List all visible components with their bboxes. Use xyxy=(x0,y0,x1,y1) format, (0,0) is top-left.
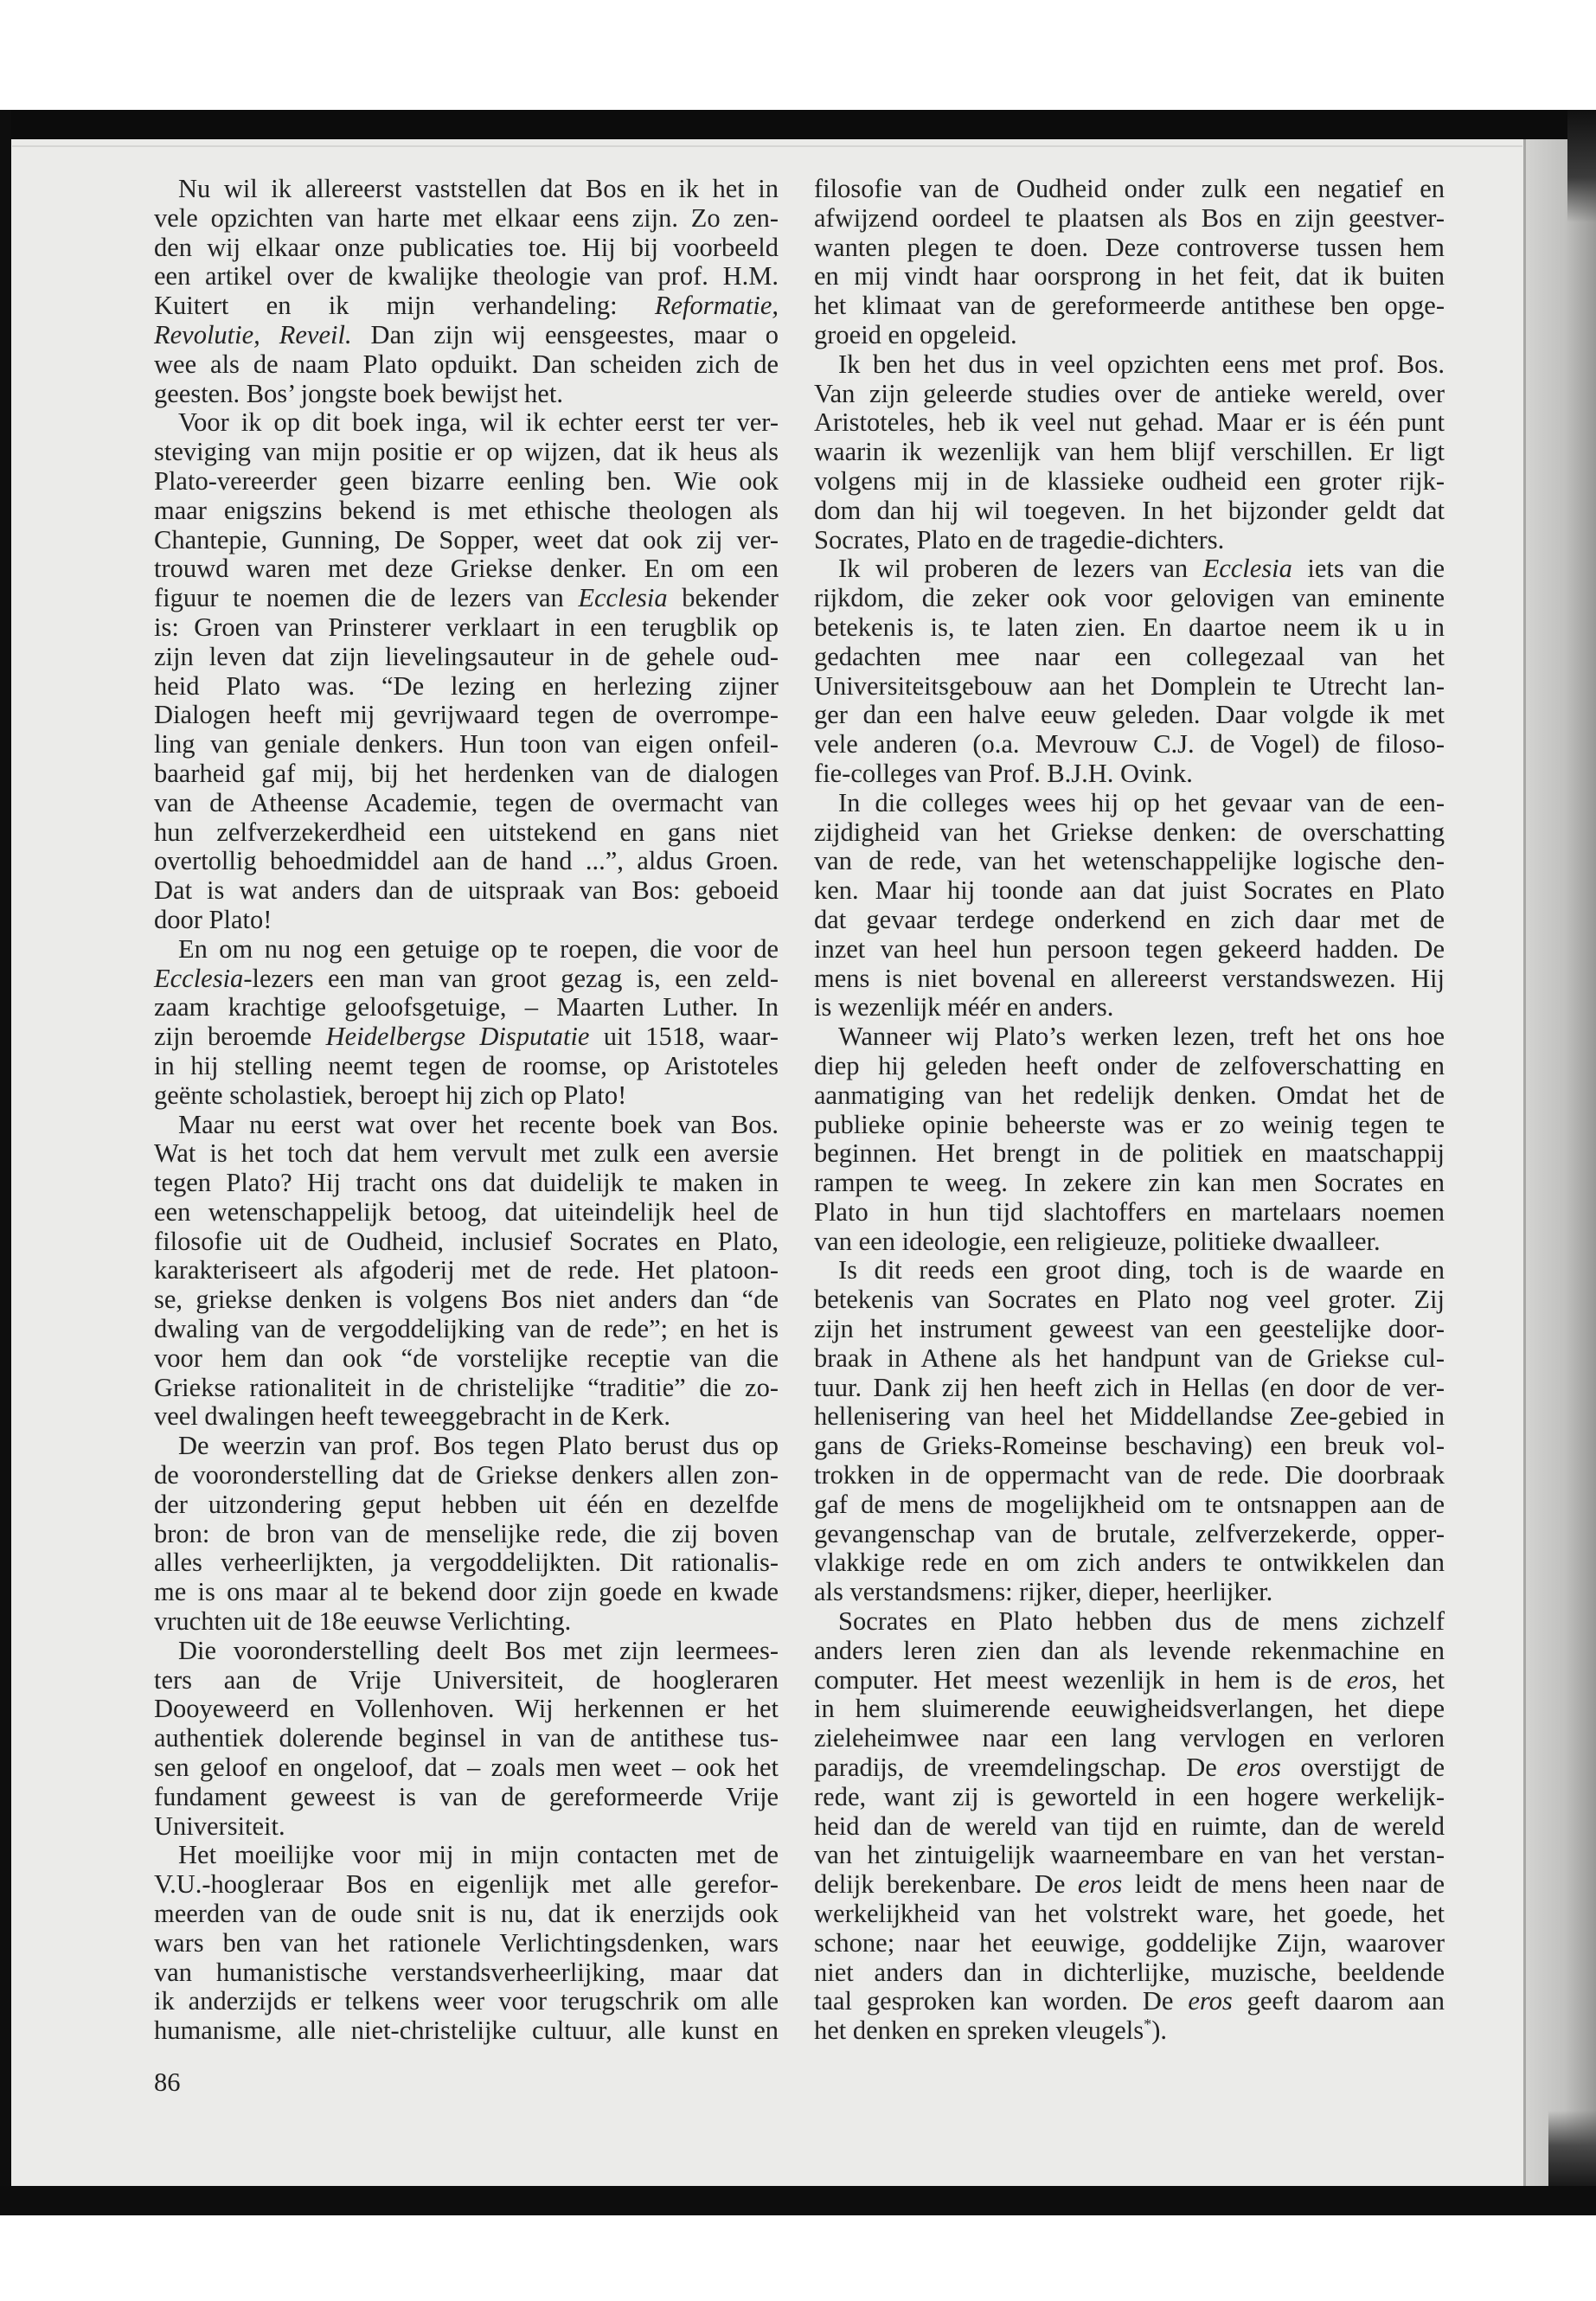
text-line: Die vooronderstelling deelt Bos met zijn leermees- xyxy=(178,1635,779,1665)
text-line: rijkdom, die zeker ook voor gelovigen van eminente xyxy=(814,583,1445,613)
text-line: karakteriseert als afgoderij met de rede. Het platoon- xyxy=(154,1255,779,1285)
text-line: dwaling van de vergoddelijking van de rede”; en het is xyxy=(154,1314,779,1344)
text-line: groeid en opgeleid. xyxy=(814,319,1017,349)
text-run: Dan zijn wij eensgeestes, maar o xyxy=(351,319,779,349)
page-edge-rule xyxy=(12,145,1522,147)
italic-text: eros xyxy=(1346,1664,1392,1695)
text-run: iets van die xyxy=(1292,554,1445,584)
text-line: de vooronderstelling dat de Griekse denkers allen zon- xyxy=(154,1460,779,1490)
text-line: gaf de mens de mogelijkheid om te ontsnappen aan de xyxy=(814,1489,1445,1519)
paragraph xyxy=(814,1607,1445,2046)
text-line: En om nu nog een getuige op te roepen, die voor de xyxy=(178,933,779,964)
text-line: gevangenschap van de brutale, zelfverzekerde, opper- xyxy=(814,1518,1445,1548)
paragraph xyxy=(154,1637,779,1842)
text-line: mens is niet bovenal en allereerst verstandswezen. Hij xyxy=(814,963,1445,993)
text-line xyxy=(154,321,779,350)
text-line: gans de Grieks-Romeinse beschaving) een breuk vol- xyxy=(814,1431,1445,1461)
text-line: ger dan een halve eeuw geleden. Daar volgde ik met xyxy=(814,700,1445,730)
text-line: fundament geweest is van de gereformeerde Vrije xyxy=(154,1781,779,1811)
text-line: heid dan de wereld van tijd en ruimte, dan de wereld xyxy=(814,1811,1445,1841)
text-line: trokken in de oppermacht van de rede. Die doorbraak xyxy=(814,1460,1445,1490)
text-line: authentiek dolerende beginsel in van de antithese tus- xyxy=(154,1723,779,1753)
text-run: ). xyxy=(1151,2016,1168,2046)
text-line: rampen te weeg. In zekere zin kan men Socrates en xyxy=(814,1168,1445,1198)
italic-text: eros xyxy=(1236,1753,1281,1783)
text-run: het denken en spreken vleugels xyxy=(814,2016,1144,2046)
text-line: alles verheerlijkten, ja vergoddelijkten. Dit rationalis- xyxy=(154,1548,779,1578)
text-line: betekenis van Socrates en Plato nog veel groter. Zij xyxy=(814,1285,1445,1315)
text-line: bron: de bron van de menselijke rede, die zij boven xyxy=(154,1518,779,1548)
text-line: in hem sluimerende eeuwigheidsverlangen, het diepe xyxy=(814,1694,1445,1724)
text-run: -lezers een man van groot gezag is, een zeld- xyxy=(243,963,779,993)
text-line: wars ben van het rationele Verlichtingsdenken, wars xyxy=(154,1927,779,1958)
text-line: zieleheimwee naar een lang vervlogen en verloren xyxy=(814,1723,1445,1753)
text-line: zaam krachtige geloofsgetuige, – Maarten Luther. In xyxy=(154,992,779,1022)
text-line: het klimaat van de gereformeerde antithese ben opge- xyxy=(814,291,1445,321)
text-line: hun zelfverzekerdheid een uitstekend en gans niet xyxy=(154,817,779,847)
text-line: een artikel over de kwalijke theologie van prof. H.M. xyxy=(154,261,779,292)
text-line: baarheid gaf mij, bij het herdenken van de dialogen xyxy=(154,758,779,788)
text-line: niet anders dan in dichterlijke, muzische, beeldende xyxy=(814,1957,1445,1987)
text-run: uit 1518, waar- xyxy=(589,1022,779,1052)
text-line: Universiteit. xyxy=(154,1811,285,1841)
text-line: ters aan de Vrije Universiteit, de hoogleraren xyxy=(154,1664,779,1695)
text-run: computer. Het meest wezenlijk in hem is de xyxy=(814,1664,1347,1695)
paragraph xyxy=(154,175,779,408)
text-line: dat gevaar terdege onderkend en zich daar met de xyxy=(814,904,1445,934)
left-column xyxy=(154,175,779,2046)
text-line: Socrates en Plato hebben dus de mens zichzelf xyxy=(838,1606,1445,1637)
text-line: wee als de naam Plato opduikt. Dan scheiden zich de xyxy=(154,349,779,379)
text-line: Van zijn geleerde studies over de antieke wereld, over xyxy=(814,378,1445,408)
text-line: is: Groen van Prinsterer verklaart in een terugblik op xyxy=(154,612,779,642)
text-line: dom dan hij wil toegeven. In het bijzonder geldt dat xyxy=(814,495,1445,525)
footnote-marker: * xyxy=(1144,2016,1152,2034)
italic-text: eros xyxy=(1077,1869,1123,1900)
text-line: Plato in hun tijd slachtoffers en martelaars noemen xyxy=(814,1196,1445,1227)
scan-border-left xyxy=(0,110,11,2215)
scan-border-top xyxy=(0,110,1596,139)
text-line: maar enigszins bekend is met ethische theologen als xyxy=(154,495,779,525)
text-line: diep hij geleden heeft onder de zelfoverschatting en xyxy=(814,1050,1445,1080)
text-line: trouwd waren met deze Griekse denker. En om een xyxy=(154,554,779,584)
text-line: Maar nu eerst wat over het recente boek van Bos. xyxy=(178,1109,779,1139)
text-line: Voor ik op dit boek inga, wil ik echter eerst ter ver- xyxy=(178,407,779,438)
text-line: publieke opinie beheerste was er zo weinig tegen te xyxy=(814,1109,1445,1139)
paragraph xyxy=(154,1841,779,2046)
text-run: bekender xyxy=(667,583,779,613)
text-line: Is dit reeds een groot ding, toch is de waarde en xyxy=(838,1255,1445,1285)
text-line: geesten. Bos’ jongste boek bewijst het. xyxy=(154,378,563,408)
text-line: en mij vindt haar oorsprong in het feit, dat ik buiten xyxy=(814,261,1445,292)
text-line: overtollig behoedmiddel aan de hand ...”, aldus Groen. xyxy=(154,846,779,876)
text-line: Universiteitsgebouw aan het Domplein te Utrecht lan- xyxy=(814,670,1445,701)
text-line: V.U.-hoogleraar Bos en eigenlijk met alle gerefor- xyxy=(154,1869,779,1900)
text-line: van het zintuigelijk waarneembare en van het verstan- xyxy=(814,1840,1445,1870)
text-run: Kuitert en ik mijn verhandeling: xyxy=(154,291,655,321)
text-line: vele anderen (o.a. Mevrouw C.J. de Vogel) de filoso- xyxy=(814,729,1445,760)
text-line: schone; naar het eeuwige, goddelijke Zijn, waarover xyxy=(814,1927,1445,1958)
text-line xyxy=(814,1987,1445,2016)
text-line: Dooyeweerd en Vollenhoven. Wij herkennen er het xyxy=(154,1694,779,1724)
text-line: De weerzin van prof. Bos tegen Plato berust dus op xyxy=(178,1431,779,1461)
text-line: Chantepie, Gunning, De Sopper, weet dat ook zij ver- xyxy=(154,524,779,554)
spine-gutter xyxy=(1526,139,1596,2186)
paragraph xyxy=(814,350,1445,555)
text-line: zijn het instrument geweest van een geestelijke door- xyxy=(814,1314,1445,1344)
text-line: filosofie uit de Oudheid, inclusief Socrates en Plato, xyxy=(154,1226,779,1256)
text-line: Ik ben het dus in veel opzichten eens met prof. Bos. xyxy=(838,349,1445,379)
text-line: Socrates, Plato en de tragedie-dichters. xyxy=(814,524,1225,554)
text-line: ik anderzijds er telkens weer voor terugschrik om alle xyxy=(154,1986,779,2016)
text-line xyxy=(154,1022,779,1052)
right-column xyxy=(814,175,1445,2046)
paragraph xyxy=(814,1022,1445,1256)
text-run: paradijs, de vreemdelingschap. De xyxy=(814,1753,1237,1783)
text-line: tegen Plato? Hij tracht ons dat duidelijk te maken in xyxy=(154,1168,779,1198)
text-line: in hij stelling neemt tegen de roomse, op Aristoteles xyxy=(154,1050,779,1080)
text-line xyxy=(814,1870,1445,1900)
text-line xyxy=(154,965,779,994)
text-line: gedachten mee naar een collegezaal van het xyxy=(814,641,1445,671)
italic-text: Revolutie, Reveil. xyxy=(154,319,352,349)
text-line xyxy=(154,292,779,321)
text-line xyxy=(814,554,1445,584)
text-line: geënte scholastiek, beroept hij zich op Plato! xyxy=(154,1080,627,1110)
paragraph xyxy=(814,1256,1445,1607)
text-line: betekenis is, te laten zien. En daartoe neem ik u in xyxy=(814,612,1445,642)
page-number: 86 xyxy=(154,2067,181,2097)
paragraph xyxy=(814,789,1445,1022)
text-line: braak in Athene als het handpunt van de Griekse cul- xyxy=(814,1343,1445,1373)
text-line: aanmatiging van het redelijk denken. Omdat het de xyxy=(814,1080,1445,1110)
italic-text: Ecclesia xyxy=(154,963,244,993)
text-line: inzet van heel hun persoon tegen gekeerd hadden. De xyxy=(814,933,1445,964)
text-line: den wij elkaar onze publicaties toe. Hij bij voorbeeld xyxy=(154,232,779,262)
text-line: van een ideologie, een religieuze, politieke dwaalleer. xyxy=(814,1226,1381,1256)
text-line: zijdigheid van het Griekse denken: de overschatting xyxy=(814,817,1445,847)
text-line: door Plato! xyxy=(154,904,272,934)
text-line: se, griekse denken is volgens Bos niet anders dan “de xyxy=(154,1285,779,1315)
text-run: figuur te noemen die de lezers van xyxy=(154,583,579,613)
text-line: van humanistische verstandsverheerlijking, maar dat xyxy=(154,1957,779,1987)
spine-shadow-top xyxy=(1567,110,1596,222)
italic-text: Ecclesia xyxy=(578,583,668,613)
text-line xyxy=(814,2016,1445,2046)
text-line: volgens mij in de klassieke oudheid een groter rijk- xyxy=(814,465,1445,496)
text-line: vruchten uit de 18e eeuwse Verlichting. xyxy=(154,1606,572,1637)
text-line: zijn leven dat zijn lievelingsauteur in de gehele oud- xyxy=(154,641,779,671)
text-line: voor hem dan ook “de vorstelijke receptie van die xyxy=(154,1343,779,1373)
text-line: veel dwalingen heeft teweeggebracht in de Kerk. xyxy=(154,1401,671,1432)
text-line: wanten plegen te doen. Deze controverse tussen hem xyxy=(814,232,1445,262)
spine-shadow-bottom xyxy=(1548,2111,1596,2189)
text-run: taal gesproken kan worden. De xyxy=(814,1986,1189,2016)
text-line: Dat is wat anders dan de uitspraak van Bos: geboeid xyxy=(154,875,779,906)
text-line: ling van geniale denkers. Hun toon van eigen onfeil- xyxy=(154,729,779,760)
text-line: waarin ik wezenlijk van hem blijf verschillen. Er ligt xyxy=(814,437,1445,467)
text-line: Wat is het toch dat hem vervult met zulk een aversie xyxy=(154,1138,779,1169)
paragraph xyxy=(154,408,779,934)
text-line: steviging van mijn positie er op wijzen, dat ik heus als xyxy=(154,437,779,467)
text-run: leidt de mens heen naar de xyxy=(1122,1869,1445,1900)
paragraph xyxy=(154,1111,779,1433)
paragraph xyxy=(814,175,1445,350)
text-run: , het xyxy=(1391,1664,1445,1695)
text-line xyxy=(814,1666,1445,1695)
text-line: afwijzend oordeel te plaatsen als Bos en zijn geestver- xyxy=(814,202,1445,233)
italic-text: Heidelbergse Disputatie xyxy=(325,1022,590,1052)
text-line: rede, want zij is geworteld in een hogere werkelijk- xyxy=(814,1781,1445,1811)
text-line: vele opzichten van harte met elkaar eens zijn. Zo zen- xyxy=(154,202,779,233)
text-line: hellenisering van heel het Middellandse Zee-gebied in xyxy=(814,1401,1445,1432)
text-run: delijk berekenbare. De xyxy=(814,1869,1078,1900)
text-line: tuur. Dank zij hen heeft zich in Hellas (en door de ver- xyxy=(814,1372,1445,1402)
text-line: van de Atheense Academie, tegen de overmacht van xyxy=(154,787,779,817)
text-line: der uitzondering geput hebben uit één en dezelfde xyxy=(154,1489,779,1519)
text-line: Het moeilijke voor mij in mijn contacten met de xyxy=(178,1840,779,1870)
text-run: overstijgt de xyxy=(1280,1753,1445,1783)
scan-border-bottom xyxy=(0,2186,1596,2215)
text-line: als verstandsmens: rijker, dieper, heerlijker. xyxy=(814,1577,1273,1607)
text-line: Griekse rationaliteit in de christelijke “traditie” die zo- xyxy=(154,1372,779,1402)
text-line: Plato-vereerder geen bizarre eenling ben. Wie ook xyxy=(154,465,779,496)
text-line: heid Plato was. “De lezing en herlezing zijner xyxy=(154,670,779,701)
paragraph xyxy=(154,1432,779,1637)
text-line: een wetenschappelijk betoog, dat uiteindelijk heel de xyxy=(154,1196,779,1227)
text-line: beginnen. Het brengt in de politiek en maatschappij xyxy=(814,1138,1445,1169)
text-line: sen geloof en ongeloof, dat – zoals men weet – ook het xyxy=(154,1753,779,1783)
text-line: van de rede, van het wetenschappelijke logische den- xyxy=(814,846,1445,876)
text-line: Dialogen heeft mij gevrijwaard tegen de overrompe- xyxy=(154,700,779,730)
text-line: Aristoteles, heb ik veel nut gehad. Maar er is één punt xyxy=(814,407,1445,438)
text-line: Nu wil ik allereerst vaststellen dat Bos en ik het in xyxy=(178,174,779,203)
text-line xyxy=(814,1753,1445,1783)
text-line: filosofie van de Oudheid onder zulk een negatief en xyxy=(814,174,1445,203)
text-line: In die colleges wees hij op het gevaar van de een- xyxy=(838,787,1445,817)
text-line: meerden van de oude snit is nu, dat ik enerzijds ook xyxy=(154,1899,779,1929)
text-run: geeft daarom aan xyxy=(1232,1986,1445,2016)
paragraph xyxy=(154,935,779,1111)
italic-text: Reformatie, xyxy=(654,291,779,321)
text-line: vlakkige rede en om zich anders te ontwikkelen dan xyxy=(814,1548,1445,1578)
text-line: werkelijkheid van het volstrekt ware, het goede, het xyxy=(814,1899,1445,1929)
italic-text: Ecclesia xyxy=(1202,554,1292,584)
italic-text: eros xyxy=(1188,1986,1233,2016)
paragraph xyxy=(814,554,1445,788)
text-line xyxy=(154,584,779,613)
text-run: zijn beroemde xyxy=(154,1022,326,1052)
text-line: humanisme, alle niet-christelijke cultuur, alle kunst en xyxy=(154,2016,779,2046)
text-line: ken. Maar hij toonde aan dat juist Socrates en Plato xyxy=(814,875,1445,906)
text-run: Ik wil proberen de lezers van xyxy=(838,554,1203,584)
text-line: anders leren zien dan als levende rekenmachine en xyxy=(814,1635,1445,1665)
text-line: me is ons maar al te bekend door zijn goede en kwade xyxy=(154,1577,779,1607)
text-line: is wezenlijk méér en anders. xyxy=(814,992,1114,1022)
text-line: Wanneer wij Plato’s werken lezen, treft het ons hoe xyxy=(838,1022,1445,1052)
text-line: fie-colleges van Prof. B.J.H. Ovink. xyxy=(814,758,1193,788)
